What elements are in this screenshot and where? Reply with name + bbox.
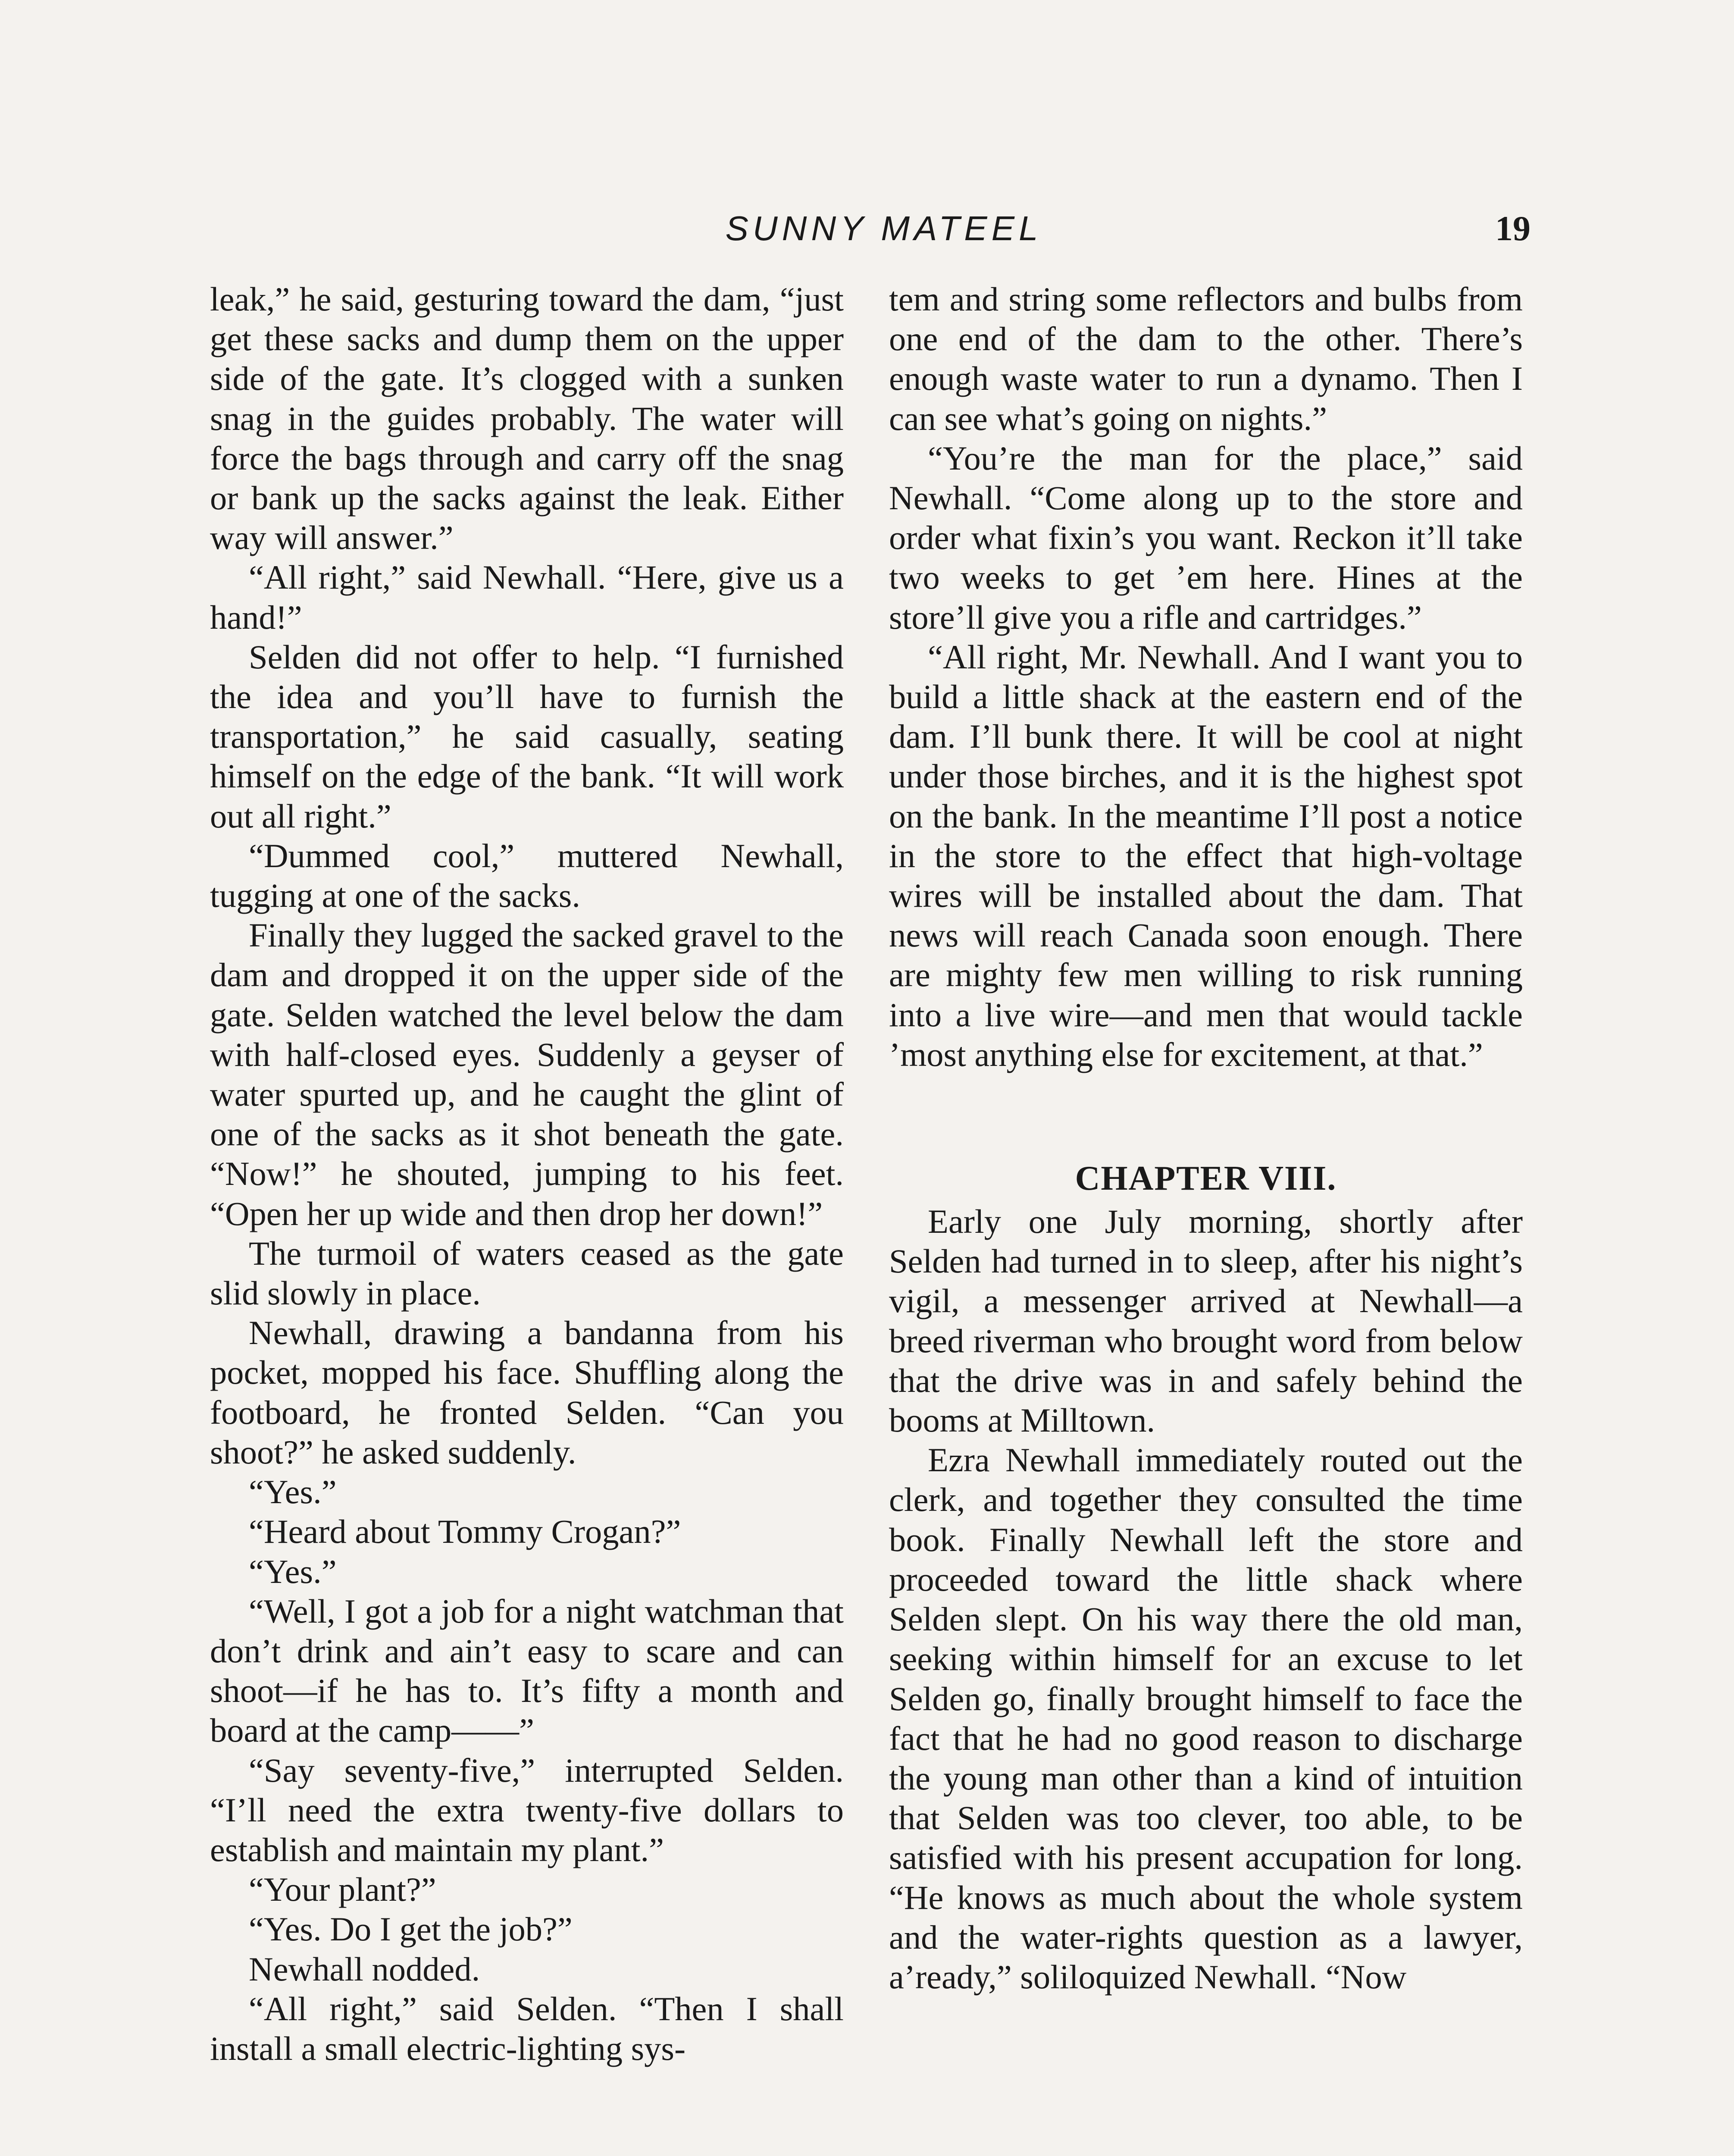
right-text-column <box>889 279 1523 1997</box>
paragraph: “All right,” said Newhall. “Here, give us a hand!” <box>210 558 844 636</box>
paragraph: “Yes.” <box>249 1473 337 1511</box>
paragraph: Finally they lugged the sacked gravel to the dam and dropped it on the upper side of the gate. Selden watched the level below the dam with half-closed eyes. Suddenly a geyser of water spurted up, and he caught the glint of one of the sacks as it shot beneath the gate. “Now!” he shouted, jumping to his feet. “Open her up wide and then drop her down!” <box>210 916 844 1232</box>
paragraph: “All right,” said Selden. “Then I shall install a small electric-lighting sys- <box>210 1990 844 2067</box>
paragraph: “Say seventy-five,” interrupted Selden. “I’ll need the extra twenty-five dollars to establish and maintain my plant.” <box>210 1751 844 1868</box>
paragraph: “Yes.” <box>249 1552 337 1590</box>
paragraph: “Your plant?” <box>249 1871 436 1908</box>
paragraph: “Yes. Do I get the job?” <box>249 1910 573 1948</box>
page-number: 19 <box>1495 209 1531 248</box>
paragraph: “Heard about Tommy Crogan?” <box>249 1513 681 1551</box>
paragraph: “You’re the man for the place,” said Newhall. “Come along up to the store and order what fixin’s you want. Reckon it’ll take two weeks to get ’em here. Hines at the store’ll give you a rifle and cartridges.” <box>889 439 1523 636</box>
running-title: SUNNY MATEEL <box>725 209 1042 248</box>
paragraph: Early one July morning, shortly after Selden had turned in to sleep, after his night’s vigil, a messenger arrived at Newhall—a breed riverman who brought word from below that the drive was in and safely behind the booms at Milltown. <box>889 1203 1523 1439</box>
paragraph: The turmoil of waters ceased as the gate slid slowly in place. <box>210 1234 844 1312</box>
paragraph: tem and string some reflectors and bulbs from one end of the dam to the other. There’s enough waste water to run a dynamo. Then I can see what’s going on nights.” <box>889 280 1523 437</box>
running-header <box>0 203 1734 254</box>
paragraph: “Well, I got a job for a night watchman that don’t drink and ain’t easy to scare and can shoot—if he has to. It’s fifty a month and board at the camp——” <box>210 1592 844 1749</box>
paragraph: leak,” he said, gesturing toward the dam, “just get these sacks and dump them on the upper side of the gate. It’s clogged with a sunken snag in the guides probably. The water will force the bags through and carry off the snag or bank up the sacks against the leak. Either way will answer.” <box>210 280 844 557</box>
paragraph: “All right, Mr. Newhall. And I want you to build a little shack at the eastern end of the dam. I’ll bunk there. It will be cool at night under those birches, and it is the highest spot on the bank. In the meantime I’ll post a notice in the store to the effect that high-voltage wires will be installed about the dam. That news will reach Canada soon enough. There are mighty few men willing to risk running into a live wire—and men that would tackle ’most anything else for excitement, at that.” <box>889 638 1523 1073</box>
paragraph: “Dummed cool,” muttered Newhall, tugging at one of the sacks. <box>210 837 844 915</box>
paragraph: Newhall, drawing a bandanna from his pocket, mopped his face. Shuffling along the footboard, he fronted Selden. “Can you shoot?” he asked suddenly. <box>210 1314 844 1471</box>
paragraph: Newhall nodded. <box>249 1950 480 1988</box>
paragraph: Ezra Newhall immediately routed out the clerk, and together they consulted the time book. Finally Newhall left the store and proceeded toward the little shack where Selden slept. On his way there the old man, seeking within himself for an excuse to let Selden go, finally brought himself to face the fact that he had no good reason to discharge the young man other than a kind of intuition that Selden was too clever, too able, to be satisfied with his present accupation for long. “He knows as much about the whole system and the water-rights question as a lawyer, a’ready,” soliloquized Newhall. “Now <box>889 1441 1523 1996</box>
paragraph: Selden did not offer to help. “I furnished the idea and you’ll have to furnish the transportation,” he said casually, seating himself on the edge of the bank. “It will work out all right.” <box>210 638 844 835</box>
chapter-heading: CHAPTER VIII. <box>1075 1159 1337 1198</box>
left-text-column <box>210 279 844 2068</box>
